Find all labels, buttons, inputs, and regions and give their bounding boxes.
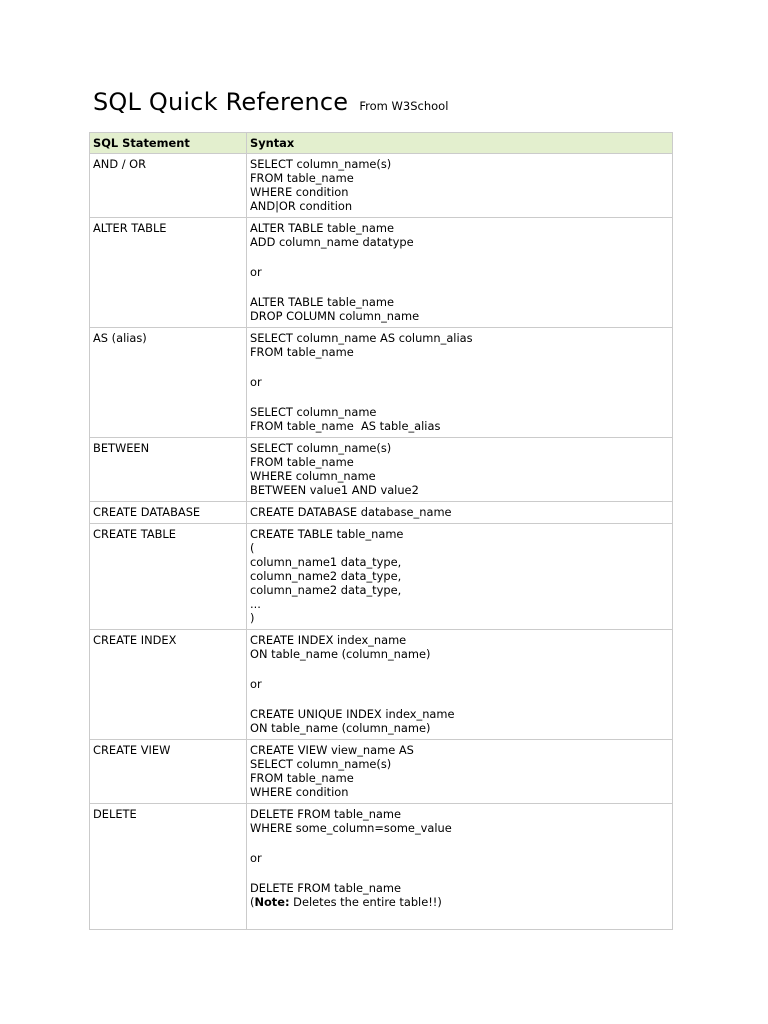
- syntax-line: ON table_name (column_name): [250, 721, 431, 735]
- syntax-spacer: [250, 661, 668, 677]
- column-header-statement: SQL Statement: [90, 133, 247, 154]
- syntax-line: column_name2 data_type,: [250, 583, 402, 597]
- syntax-line: or: [250, 677, 262, 691]
- syntax-spacer: [250, 865, 668, 881]
- table-row: [90, 630, 673, 740]
- syntax-cell: [247, 218, 673, 328]
- table-row: [90, 524, 673, 630]
- syntax-line: WHERE column_name: [250, 469, 376, 483]
- statement-cell: CREATE VIEW: [90, 740, 247, 804]
- statement-cell: ALTER TABLE: [90, 218, 247, 328]
- syntax-note-line: [250, 895, 668, 909]
- syntax-spacer: [250, 279, 668, 295]
- syntax-line: SELECT column_name: [250, 405, 377, 419]
- table-body: [90, 154, 673, 930]
- table-row: [90, 740, 673, 804]
- syntax-line: DELETE FROM table_name: [250, 881, 402, 895]
- syntax-line: ...: [250, 597, 261, 611]
- syntax-line: FROM table_name: [250, 171, 354, 185]
- syntax-line: DELETE FROM table_name: [250, 807, 402, 821]
- syntax-line: or: [250, 265, 262, 279]
- syntax-cell: [247, 630, 673, 740]
- syntax-line: ): [250, 611, 255, 625]
- syntax-line: ALTER TABLE table_name: [250, 221, 394, 235]
- syntax-line: column_name2 data_type,: [250, 569, 402, 583]
- syntax-line: or: [250, 375, 262, 389]
- note-label: Note:: [254, 895, 290, 909]
- syntax-line: WHERE some_column=some_value: [250, 821, 452, 835]
- note-text: Deletes the entire table!!): [289, 895, 442, 909]
- syntax-line: SELECT column_name(s): [250, 757, 392, 771]
- syntax-line: ALTER TABLE table_name: [250, 295, 394, 309]
- syntax-line: CREATE VIEW view_name AS: [250, 743, 414, 757]
- syntax-line: (: [250, 541, 255, 555]
- statement-cell: CREATE TABLE: [90, 524, 247, 630]
- syntax-spacer: [250, 389, 668, 405]
- document-subtitle: From W3School: [359, 99, 449, 113]
- syntax-line: or: [250, 851, 262, 865]
- sql-reference-table: [89, 132, 673, 930]
- syntax-line: SELECT column_name AS column_alias: [250, 331, 473, 345]
- syntax-spacer: [250, 249, 668, 265]
- column-header-syntax: Syntax: [247, 133, 673, 154]
- syntax-line: FROM table_name: [250, 345, 354, 359]
- document-title-row: [93, 88, 448, 116]
- syntax-line: SELECT column_name(s): [250, 157, 392, 171]
- statement-cell: CREATE INDEX: [90, 630, 247, 740]
- note-open-paren: (: [250, 895, 255, 909]
- table-row: [90, 328, 673, 438]
- table-header-row: [90, 133, 673, 154]
- syntax-cell: [247, 804, 673, 930]
- syntax-line: FROM table_name AS table_alias: [250, 419, 441, 433]
- syntax-cell: [247, 502, 673, 524]
- statement-cell: AS (alias): [90, 328, 247, 438]
- syntax-line: column_name1 data_type,: [250, 555, 402, 569]
- statement-cell: DELETE: [90, 804, 247, 930]
- syntax-cell: [247, 438, 673, 502]
- syntax-spacer: [250, 909, 668, 925]
- syntax-line: AND|OR condition: [250, 199, 353, 213]
- syntax-cell: [247, 524, 673, 630]
- syntax-cell: [247, 740, 673, 804]
- syntax-line: CREATE INDEX index_name: [250, 633, 407, 647]
- syntax-line: CREATE DATABASE database_name: [250, 505, 452, 519]
- syntax-spacer: [250, 359, 668, 375]
- table-row: [90, 804, 673, 930]
- syntax-cell: [247, 154, 673, 218]
- syntax-cell: [247, 328, 673, 438]
- syntax-line: WHERE condition: [250, 785, 349, 799]
- document-title: SQL Quick Reference: [93, 88, 349, 116]
- table-row: [90, 154, 673, 218]
- syntax-spacer: [250, 835, 668, 851]
- syntax-line: CREATE TABLE table_name: [250, 527, 404, 541]
- table-row: [90, 502, 673, 524]
- syntax-line: FROM table_name: [250, 771, 354, 785]
- table-row: [90, 438, 673, 502]
- syntax-spacer: [250, 691, 668, 707]
- table-row: [90, 218, 673, 328]
- syntax-line: SELECT column_name(s): [250, 441, 392, 455]
- syntax-line: FROM table_name: [250, 455, 354, 469]
- statement-cell: BETWEEN: [90, 438, 247, 502]
- syntax-line: ON table_name (column_name): [250, 647, 431, 661]
- syntax-line: BETWEEN value1 AND value2: [250, 483, 419, 497]
- syntax-line: CREATE UNIQUE INDEX index_name: [250, 707, 455, 721]
- statement-cell: CREATE DATABASE: [90, 502, 247, 524]
- statement-cell: AND / OR: [90, 154, 247, 218]
- syntax-line: ADD column_name datatype: [250, 235, 414, 249]
- syntax-line: DROP COLUMN column_name: [250, 309, 420, 323]
- syntax-line: WHERE condition: [250, 185, 349, 199]
